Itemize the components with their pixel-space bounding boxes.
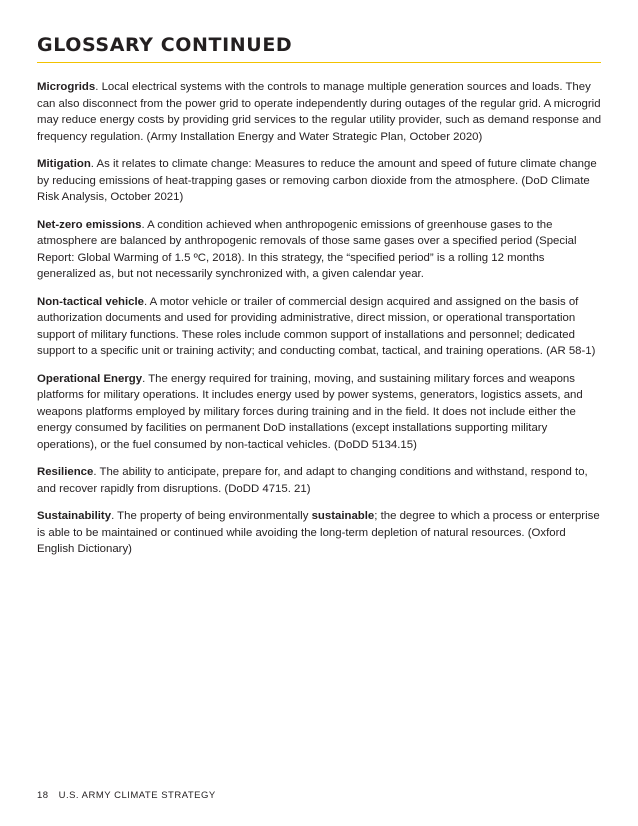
page-footer [37, 790, 216, 801]
glossary-entry-net-zero-emissions [37, 217, 602, 283]
page-title: GLOSSARY CONTINUED [37, 34, 293, 56]
glossary-definition: . A condition achieved when anthropogenic emissions of greenhouse gases to the atmosphere are balanced by anthropogenic removals of those same gases over a specified period (Special Report: Global Warming of 1.5 ºC, 2018). In this strategy, the “specified period” is a rolling 12 months generalized as, but not necessarily synchronized with, a given calendar year. [37, 218, 577, 281]
glossary-entry-mitigation [37, 156, 602, 206]
glossary-list [37, 79, 602, 569]
glossary-definition: . The energy required for training, moving, and sustaining military forces and weapons platforms for military operations. It includes energy used by power systems, generators, logistics assets, and weapons platforms employed by military forces during training and in the field. It does not include either the energy consumed by facilities on permanent DoD installations (except installations supporting military operations), or the fuel consumed by non-tactical vehicles. (DoDD 5134.15) [37, 372, 583, 452]
glossary-entry-resilience [37, 464, 602, 497]
glossary-term: Microgrids [37, 81, 96, 93]
glossary-term: Operational Energy [37, 372, 143, 385]
glossary-definition: . The ability to anticipate, prepare for, and adapt to changing conditions and withstand, respond to, and recover rapidly from disruptions. (DoDD 4715. 21) [37, 466, 588, 495]
glossary-definition: . As it relates to climate change: Measures to reduce the amount and speed of future climate change by reducing emissions of heat-trapping gases or removing carbon dioxide from the atmosphere. (DoD Climate Risk Analysis, October 2021) [37, 158, 597, 204]
glossary-definition: . The property of being environmentally [111, 510, 312, 523]
glossary-entry-operational-energy [37, 371, 602, 454]
glossary-term: Resilience [37, 466, 94, 479]
glossary-definition: . A motor vehicle or trailer of commercial design acquired and assigned on the basis of authorization documents and used for providing administrative, direct mission, or operational transportation support of military functions. These roles include common support of installations and personnel; dedicated support to a specific unit or training activity; and conducting combat, tactical, and training operations. (AR 58-1) [37, 295, 596, 358]
glossary-term: Mitigation [37, 158, 91, 171]
glossary-emphasis: sustainable [311, 510, 375, 523]
glossary-term: Net-zero emissions [37, 218, 142, 231]
glossary-definition-continued: ; the degree to which a process or enterprise is able to be maintained or continued while avoiding the long-term depletion of natural resources. (Oxford English Dictionary) [37, 510, 600, 556]
glossary-term: Non-tactical vehicle [37, 295, 144, 308]
glossary-entry-sustainability [37, 508, 602, 558]
glossary-definition: . Local electrical systems with the controls to manage multiple generation sources and loads. They can also disconnect from the power grid to operate independently during outages of the regular grid. A microgrid may reduce energy costs by providing grid services to the regular utility provider, such as demand response and frequency regulation. (Army Installation Energy and Water Strategic Plan, October 2020) [37, 81, 602, 143]
title-divider [37, 62, 601, 63]
glossary-term: Sustainability [37, 510, 112, 523]
page-number: 18 [37, 790, 49, 801]
glossary-entry-microgrids [37, 79, 602, 145]
publication-title: U.S. ARMY CLIMATE STRATEGY [58, 790, 216, 801]
glossary-entry-non-tactical-vehicle [37, 294, 602, 360]
